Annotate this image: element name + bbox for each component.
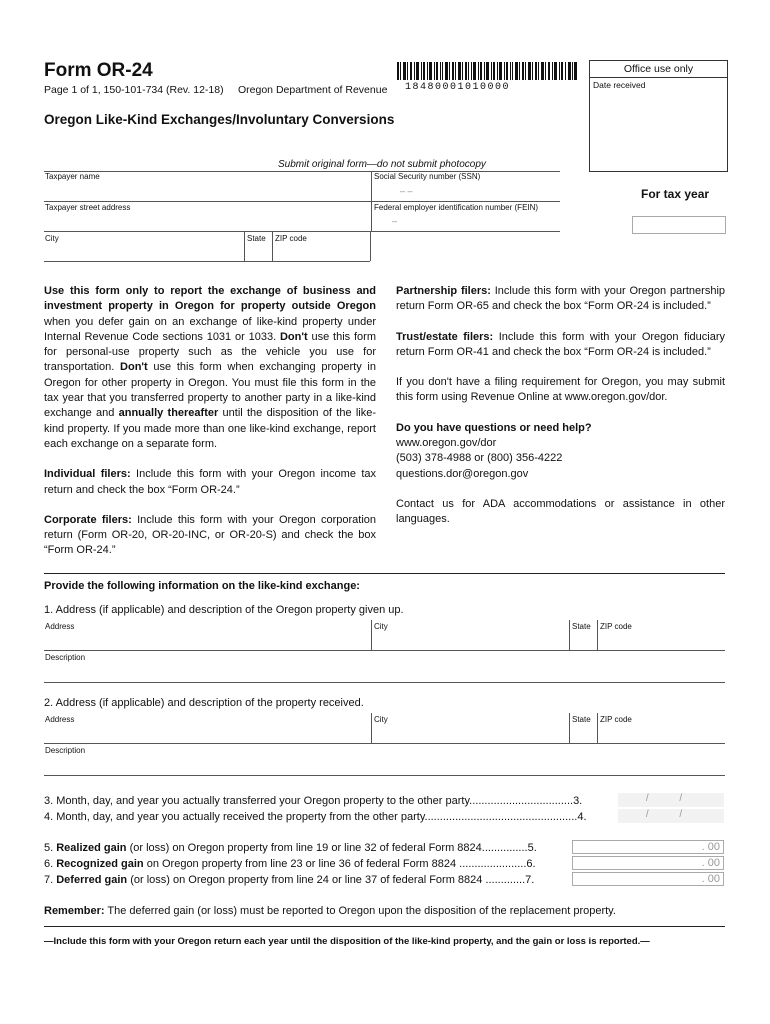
remember-bold: Remember: — [44, 905, 105, 917]
instruction-bold: Corporate filers: — [44, 513, 132, 526]
page-info: Page 1 of 1, 150-101-734 (Rev. 12-18) — [44, 84, 224, 96]
divider — [597, 713, 598, 743]
instruction-text: Include this form with your Oregon partnership return Form OR-65 and check the box “Form OR-24 is included.” — [396, 285, 725, 313]
state-label: State — [572, 715, 591, 724]
footer-note: —Include this form with your Oregon return each year until the disposition of the like-kind property, and the gain or loss is reported.— — [44, 936, 650, 947]
question-1: 1. Address (if applicable) and description of the Oregon property given up. — [44, 604, 404, 616]
q2-city-field[interactable] — [374, 726, 566, 742]
help-section — [396, 421, 725, 482]
instruction-bold: Don't — [279, 330, 308, 343]
line-3-date-field[interactable]: / / — [618, 793, 724, 807]
street-address-field[interactable] — [46, 213, 368, 230]
divider — [371, 713, 372, 743]
remember-note — [44, 905, 616, 917]
line-bold: Recognized gain — [56, 858, 144, 870]
ssn-field[interactable]: – – — [400, 186, 413, 196]
line-3-label: 3. Month, day, and year you actually transferred your Oregon property to the other party..................................3. — [44, 795, 583, 807]
tax-year-label: For tax year — [641, 187, 710, 201]
section-divider — [44, 926, 725, 927]
instruction-bold: Trust/estate filers: — [396, 330, 494, 343]
q1-city-field[interactable] — [374, 633, 566, 649]
instruction-bold: Don't — [120, 361, 148, 374]
fein-label: Federal employer identification number (FEIN) — [374, 203, 539, 212]
q2-state-field[interactable] — [571, 726, 595, 742]
line-text: (or loss) on Oregon property from line 24 or line 37 of federal Form 8824 .............7. — [127, 874, 535, 886]
instruction-bold: Individual filers: — [44, 468, 131, 481]
barcode-number: 18480001010000 — [405, 82, 511, 93]
q1-zip-field[interactable] — [600, 633, 724, 649]
corporate-filers — [44, 513, 376, 559]
instruction-bold: Partnership filers: — [396, 285, 491, 297]
line-7-label — [44, 874, 534, 886]
line-text: on Oregon property from line 23 or line 36 of federal Form 8824 ......................6. — [143, 858, 536, 870]
line-5-amount-field[interactable]: . 00 — [572, 840, 724, 854]
city-label: City — [374, 715, 388, 724]
city-label: City — [45, 234, 59, 243]
street-address-label: Taxpayer street address — [45, 203, 131, 212]
q1-state-field[interactable] — [571, 633, 595, 649]
zip-label: ZIP code — [600, 715, 632, 724]
q2-description-field[interactable] — [46, 757, 724, 773]
provide-heading: Provide the following information on the like-kind exchange: — [44, 580, 360, 592]
barcode — [397, 62, 577, 80]
fein-field[interactable]: – — [392, 216, 398, 226]
description-label: Description — [45, 653, 86, 662]
line-number: 5. — [44, 842, 57, 854]
line-5-label — [44, 842, 537, 854]
help-heading: Do you have questions or need help? — [396, 421, 592, 434]
form-title: Oregon Like-Kind Exchanges/Involuntary Conversions — [44, 112, 395, 127]
divider — [44, 650, 725, 651]
q2-address-field[interactable] — [46, 726, 368, 742]
instruction-text: Include this form with your Oregon corporation return (Form OR-20, OR-20-INC, or OR-20-S) and check the box “Form OR-24.” — [44, 513, 376, 557]
divider — [44, 231, 560, 232]
help-email-link[interactable]: questions.dor@oregon.gov — [396, 467, 529, 480]
submit-note: Submit original form—do not submit photocopy — [278, 159, 486, 170]
help-website-link[interactable]: www.oregon.gov/dor — [396, 437, 497, 450]
line-number: 6. — [44, 858, 57, 870]
divider — [272, 231, 273, 261]
instruction-text: until the disposition of the like-kind property. If you made more than one like-kind exchange, report each exchange on a separate form. — [44, 407, 377, 450]
line-4-label: 4. Month, day, and year you actually received the property from the other party..................................................4. — [44, 811, 587, 823]
q1-address-field[interactable] — [46, 633, 368, 649]
zip-field[interactable] — [274, 244, 368, 260]
ada-note: Contact us for ADA accommodations or assistance in other languages. — [396, 497, 725, 526]
line-4-date-field[interactable]: / / — [618, 809, 724, 823]
ssn-label: Social Security number (SSN) — [374, 172, 481, 181]
divider — [44, 682, 725, 683]
trust-estate-filers — [396, 330, 725, 361]
instructions-left — [44, 284, 376, 574]
help-phone: (503) 378-4988 or (800) 356-4222 — [396, 452, 563, 465]
zip-label: ZIP code — [275, 234, 307, 243]
form-number: Form OR-24 — [44, 60, 153, 81]
q2-zip-field[interactable] — [600, 726, 724, 742]
city-field[interactable] — [46, 244, 242, 260]
section-divider — [44, 573, 725, 574]
q1-description-field[interactable] — [46, 664, 724, 680]
city-label: City — [374, 622, 388, 631]
line-text: (or loss) on Oregon property from line 19 or line 32 of federal Form 8824...............5. — [126, 842, 537, 854]
line-bold: Deferred gain — [56, 874, 128, 886]
line-7-amount-field[interactable]: . 00 — [572, 872, 724, 886]
taxpayer-name-field[interactable] — [46, 182, 368, 200]
description-label: Description — [45, 746, 86, 755]
instruction-text: Include this form with your Oregon income tax return and check the box “Form OR-24.” — [44, 468, 376, 496]
question-2: 2. Address (if applicable) and description of the property received. — [44, 697, 364, 709]
line-6-amount-field[interactable]: . 00 — [572, 856, 724, 870]
taxpayer-name-label: Taxpayer name — [45, 172, 100, 181]
divider — [371, 620, 372, 650]
line-bold: Realized gain — [56, 842, 127, 854]
office-use-label: Office use only — [590, 61, 727, 78]
individual-filers — [44, 467, 376, 498]
divider — [44, 743, 725, 744]
instruction-bold: Use this form only to report the exchange of business and investment property in Oregon for property outside Oregon — [44, 285, 376, 313]
zip-label: ZIP code — [600, 622, 632, 631]
instructions-right — [396, 284, 725, 543]
address-label: Address — [45, 622, 75, 631]
divider — [569, 713, 570, 743]
state-label: State — [572, 622, 591, 631]
instruction-bold: annually thereafter — [118, 407, 219, 420]
date-received-label: Date received — [593, 80, 646, 90]
instruction-paragraph — [44, 284, 376, 452]
instruction-text: use this form when exchanging property in Oregon for other property in Oregon. You must file this form in the tax year that you transferred property to another party in a like-kind exchange and — [44, 361, 376, 420]
divider — [569, 620, 570, 650]
address-label: Address — [45, 715, 75, 724]
tax-year-field[interactable] — [632, 216, 726, 234]
divider — [244, 231, 245, 261]
divider — [370, 231, 371, 261]
divider — [44, 171, 560, 172]
divider — [597, 620, 598, 650]
revenue-online-note: If you don't have a filing requirement for Oregon, you may submit this form using Revenue Online at www.oregon.gov/dor. — [396, 376, 725, 404]
instruction-text: use this form for personal-use property such as the vehicle you use for transportation. — [44, 330, 376, 374]
divider — [44, 201, 560, 202]
instruction-text: when you defer gain on an exchange of like-kind property under Internal Revenue Code sections 1031 or 1033. — [44, 315, 376, 343]
office-use-box — [589, 60, 728, 172]
state-field[interactable] — [246, 244, 270, 260]
divider — [44, 775, 725, 776]
line-number: 7. — [44, 874, 57, 886]
divider — [371, 171, 372, 201]
divider — [371, 201, 372, 231]
department-name: Oregon Department of Revenue — [238, 84, 388, 96]
instruction-text: Include this form with your Oregon fiduciary return Form OR-41 and check the box “Form OR-24 is included.” — [396, 330, 725, 358]
line-6-label — [44, 858, 536, 870]
remember-text: The deferred gain (or loss) must be reported to Oregon upon the disposition of the replacement property. — [104, 905, 616, 917]
state-label: State — [247, 234, 266, 243]
partnership-filers — [396, 284, 725, 315]
divider — [44, 261, 370, 262]
